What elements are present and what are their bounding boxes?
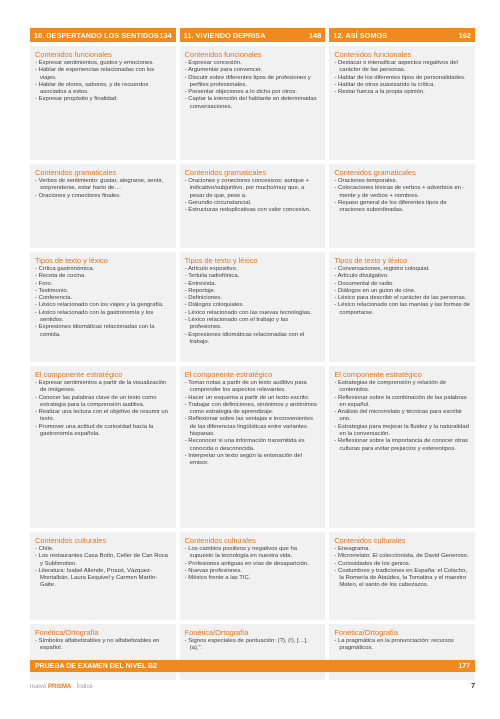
section-heading: Tipos de texto y léxico bbox=[35, 256, 108, 265]
list-item: - Estrategias de comprensión y relación de contenidos. bbox=[334, 380, 470, 395]
list-item: - Estrategias para mejorar la fluidez y la naturalidad en la conversación. bbox=[334, 424, 470, 439]
section-heading: El componente estratégico bbox=[184, 370, 273, 379]
list-item: - Promover una actitud de curiosidad hacia la gastronomía española. bbox=[35, 424, 171, 439]
list-item: - Hablar de otros suavizando la crítica. bbox=[334, 82, 470, 89]
list-item: - Conferencia. bbox=[35, 295, 171, 302]
list-item: - Símbolos alfabetizables y no alfabetizables en español. bbox=[35, 638, 171, 653]
list-item: - Expresiones idiomáticas relacionadas con la comida. bbox=[35, 324, 171, 339]
list-item: - Gerundio circunstancial. bbox=[185, 200, 321, 207]
list-item: - Expresar propósito y finalidad. bbox=[35, 96, 171, 103]
section-list bbox=[185, 638, 321, 653]
unit-page: 134 bbox=[159, 30, 172, 40]
grammar-contents-section bbox=[329, 164, 475, 248]
list-item: - Interpretar un texto según la entonación del emisor. bbox=[185, 453, 321, 468]
list-item: - Literatura: Isabel Allende, Proust, Vázquez-Montalbán, Laura Esquivel y Carmen Martín-Gaite. bbox=[35, 568, 171, 590]
cultural-contents-section bbox=[30, 532, 176, 620]
list-item: - Presentar objeciones a lo dicho por otros. bbox=[185, 89, 321, 96]
section-heading: Contenidos funcionales bbox=[334, 50, 412, 59]
list-item: - Reflexionar sobre las ventajas e inconvenientes de las diferencias lingüísticas entre variantes hispanas. bbox=[185, 416, 321, 438]
grammar-contents-section bbox=[30, 164, 176, 248]
cultural-contents-section bbox=[329, 532, 475, 620]
functional-contents-section bbox=[180, 46, 326, 160]
list-item: - Restar fuerza a la propia opinión. bbox=[334, 89, 470, 96]
exam-bar[interactable] bbox=[30, 660, 475, 672]
list-item: - Hablar de experiencias relacionadas con los viajes. bbox=[35, 67, 171, 82]
list-item: - Verbos de sentimiento: gustar, alegrarse, sentir, sorprenderse, estar harto de…. bbox=[35, 178, 171, 193]
list-item: - Diálogos en un guion de cine. bbox=[334, 288, 470, 295]
unit-title: 12. ASÍ SOMOS bbox=[333, 30, 388, 40]
page-footer bbox=[30, 683, 475, 690]
strategic-component-section bbox=[329, 366, 475, 528]
list-item: - Nuevas profesiones. bbox=[185, 568, 321, 575]
unit-column bbox=[329, 46, 475, 684]
unit-page: 162 bbox=[458, 30, 472, 40]
list-item: - Documental de radio. bbox=[334, 281, 470, 288]
list-item: - Hablar de olores, sabores, y de recuerdos asociados a estos. bbox=[35, 82, 171, 97]
list-item: - Realizar una lectura con el objetivo de resumir un texto. bbox=[35, 409, 171, 424]
section-heading: Fonética/Ortografía bbox=[334, 628, 399, 637]
section-heading: Contenidos gramaticales bbox=[184, 168, 267, 177]
list-item: - Colocaciones léxicas de verbos + adverbios en -mente y de verbos + nombres. bbox=[334, 185, 470, 200]
list-item: - Profesiones antiguas en vías de desaparición. bbox=[185, 561, 321, 568]
text-types-lexicon-section bbox=[30, 252, 176, 362]
section-list bbox=[334, 178, 470, 214]
text-types-lexicon-section bbox=[329, 252, 475, 362]
list-item: - Costumbres y tradiciones en España: el Colacho, la Romería de Ataúdes, la Tomatina y el maestro Mateo, el santo de los cabezazos. bbox=[334, 568, 470, 590]
strategic-component-section bbox=[30, 366, 176, 528]
list-item: - Expresiones idiomáticas relacionadas con el trabajo. bbox=[185, 332, 321, 347]
page-number: 7 bbox=[471, 683, 475, 690]
strategic-component-section bbox=[180, 366, 326, 528]
list-item: - Léxico relacionado con las manías y las formas de comportarse. bbox=[334, 302, 470, 317]
list-item: - La pragmática en la pronunciación: recursos pragmáticos. bbox=[334, 638, 470, 653]
cultural-contents-section bbox=[180, 532, 326, 620]
functional-contents-section bbox=[30, 46, 176, 160]
list-item: - Expresar sentimientos a partir de la visualización de imágenes. bbox=[35, 380, 171, 395]
unit-header-row bbox=[30, 28, 475, 42]
functional-contents-section bbox=[329, 46, 475, 160]
list-item: - Reportaje. bbox=[185, 288, 321, 295]
list-item: - Los cambios positivos y negativos que ha supuesto la tecnología en nuestra vida. bbox=[185, 546, 321, 561]
list-item: - Destacar o intensificar aspectos negativos del carácter de las personas. bbox=[334, 60, 470, 75]
list-item: - Hacer un esquema a partir de un texto escrito. bbox=[185, 395, 321, 402]
list-item: - Léxico relacionado con los viajes y la geografía. bbox=[35, 302, 171, 309]
section-list bbox=[35, 638, 171, 653]
list-item: - Conocer las palabras clave de un texto como estrategia para la comprensión auditiva. bbox=[35, 395, 171, 410]
list-item: - Entrevista. bbox=[185, 281, 321, 288]
list-item: - Léxico para describir el carácter de las personas. bbox=[334, 295, 470, 302]
list-item: - Artículo divulgativo. bbox=[334, 273, 470, 280]
footer-section: · Índice bbox=[73, 683, 93, 690]
list-item: - Trabajar con definiciones, sinónimos y antónimos como estrategia de aprendizaje. bbox=[185, 402, 321, 417]
unit-header-11[interactable] bbox=[180, 28, 326, 42]
list-item: - Testimonio. bbox=[35, 288, 171, 295]
list-item: - Chile. bbox=[35, 546, 171, 553]
section-list bbox=[334, 380, 470, 453]
section-heading: Tipos de texto y léxico bbox=[184, 256, 258, 265]
text-types-lexicon-section bbox=[180, 252, 326, 362]
list-item: - Reflexionar sobre la importancia de conocer otras culturas para evitar prejuicios y estereotipos. bbox=[334, 438, 470, 453]
section-list bbox=[334, 60, 470, 96]
section-list bbox=[185, 546, 321, 582]
list-item: - Conversaciones, registro coloquial. bbox=[334, 266, 470, 273]
section-list bbox=[185, 60, 321, 111]
list-item: - Foro. bbox=[35, 281, 171, 288]
section-list bbox=[35, 380, 171, 438]
exam-page: 177 bbox=[458, 662, 470, 670]
section-heading: Contenidos funcionales bbox=[184, 50, 262, 59]
section-heading: El componente estratégico bbox=[35, 370, 123, 379]
list-item: - Repaso general de los diferentes tipos de oraciones subordinadas. bbox=[334, 200, 470, 215]
section-heading: Contenidos culturales bbox=[184, 536, 256, 545]
list-item: - Tomar notas a partir de un texto auditivo para comprender los aspectos relevantes. bbox=[185, 380, 321, 395]
list-item: - Microrrelato: El coleccionista, de David Generoso. bbox=[334, 553, 470, 560]
list-item: - Léxico relacionado con las nuevas tecnologías. bbox=[185, 310, 321, 317]
section-list bbox=[35, 546, 171, 590]
list-item: - Captar la intención del hablante en determinadas conversaciones. bbox=[185, 96, 321, 111]
list-item: - Estructuras reduplicativas con valor concesivo. bbox=[185, 207, 321, 214]
grammar-contents-section bbox=[180, 164, 326, 248]
list-item: - Expresar concesión. bbox=[185, 60, 321, 67]
unit-column bbox=[30, 46, 176, 684]
list-item: - Expresar sentimientos, gustos y emociones. bbox=[35, 60, 171, 67]
list-item: - Eneagrama. bbox=[334, 546, 470, 553]
section-list bbox=[185, 266, 321, 346]
list-item: - Reconocer si una información transmitida es conocida o desconocida. bbox=[185, 438, 321, 453]
unit-column bbox=[180, 46, 326, 684]
section-heading: Tipos de texto y léxico bbox=[334, 256, 408, 265]
section-heading: Contenidos funcionales bbox=[35, 50, 112, 59]
list-item: - Definiciones. bbox=[185, 295, 321, 302]
list-item: - Hablar de los diferentes tipos de personalidades. bbox=[334, 75, 470, 82]
section-list bbox=[35, 178, 171, 200]
section-heading: Contenidos gramaticales bbox=[35, 168, 117, 177]
list-item: - Tertulia radiofónica. bbox=[185, 273, 321, 280]
unit-title: 11. VIVIENDO DEPRISA bbox=[183, 30, 266, 40]
section-list bbox=[35, 266, 171, 339]
list-item: - Curiosidades de los genios. bbox=[334, 561, 470, 568]
section-list bbox=[334, 546, 470, 590]
brand-prefix: nuevo bbox=[30, 683, 47, 690]
list-item: - Los restaurantes Casa Botín, Celler de Can Roca y Sublimotion. bbox=[35, 553, 171, 568]
unit-title: 10. DESPERTANDO LOS SENTIDOS bbox=[34, 30, 159, 40]
unit-header-10[interactable] bbox=[30, 28, 176, 42]
section-heading: Contenidos culturales bbox=[35, 536, 107, 545]
brand-name: PRISMA bbox=[48, 683, 72, 690]
exam-label: PRUEBA DE EXAMEN DEL NIVEL B2 bbox=[35, 662, 158, 670]
list-item: - Artículo expositivo. bbox=[185, 266, 321, 273]
list-item: - Oraciones temporales. bbox=[334, 178, 470, 185]
list-item: - Oraciones y conectores finales. bbox=[35, 193, 171, 200]
section-list bbox=[35, 60, 171, 104]
list-item: - Receta de cocina. bbox=[35, 273, 171, 280]
list-item: - Léxico relacionado con la gastronomía y los sentidos. bbox=[35, 310, 171, 325]
contents-page bbox=[30, 28, 475, 684]
list-item: - Oraciones y conectores concesivos: aunque + indicativo/subjuntivo, por mucho/muy que, a pesar de que, pese a. bbox=[185, 178, 321, 200]
list-item: - Léxico relacionado con el trabajo y las profesiones. bbox=[185, 317, 321, 332]
list-item: - Reflexionar sobre la combinación de las palabras en español. bbox=[334, 395, 470, 410]
list-item: - Análisis del microrrelato y técnicas para escribir uno. bbox=[334, 409, 470, 424]
contents-grid bbox=[30, 46, 475, 684]
footer-brand bbox=[30, 684, 93, 690]
section-heading: Contenidos culturales bbox=[334, 536, 406, 545]
list-item: - Discutir sobre diferentes tipos de profesiones y perfiles profesionales. bbox=[185, 75, 321, 90]
section-list bbox=[185, 178, 321, 214]
section-list bbox=[334, 638, 470, 653]
unit-page: 148 bbox=[309, 30, 322, 40]
list-item: - Crítica gastronómica. bbox=[35, 266, 171, 273]
section-heading: Contenidos gramaticales bbox=[334, 168, 416, 177]
list-item: - Argumentar para convencer. bbox=[185, 67, 321, 74]
section-list bbox=[185, 380, 321, 468]
section-heading: Fonética/Ortografía bbox=[184, 628, 249, 637]
list-item: - México frente a las TIC. bbox=[185, 575, 321, 582]
list-item: - Signos especiales de puntuación: (?), (!), […], (a),". bbox=[185, 638, 321, 653]
section-list bbox=[334, 266, 470, 317]
section-heading: Fonética/Ortografía bbox=[35, 628, 99, 637]
unit-header-12[interactable] bbox=[329, 28, 475, 42]
section-heading: El componente estratégico bbox=[334, 370, 422, 379]
list-item: - Diálogos coloquiales. bbox=[185, 302, 321, 309]
